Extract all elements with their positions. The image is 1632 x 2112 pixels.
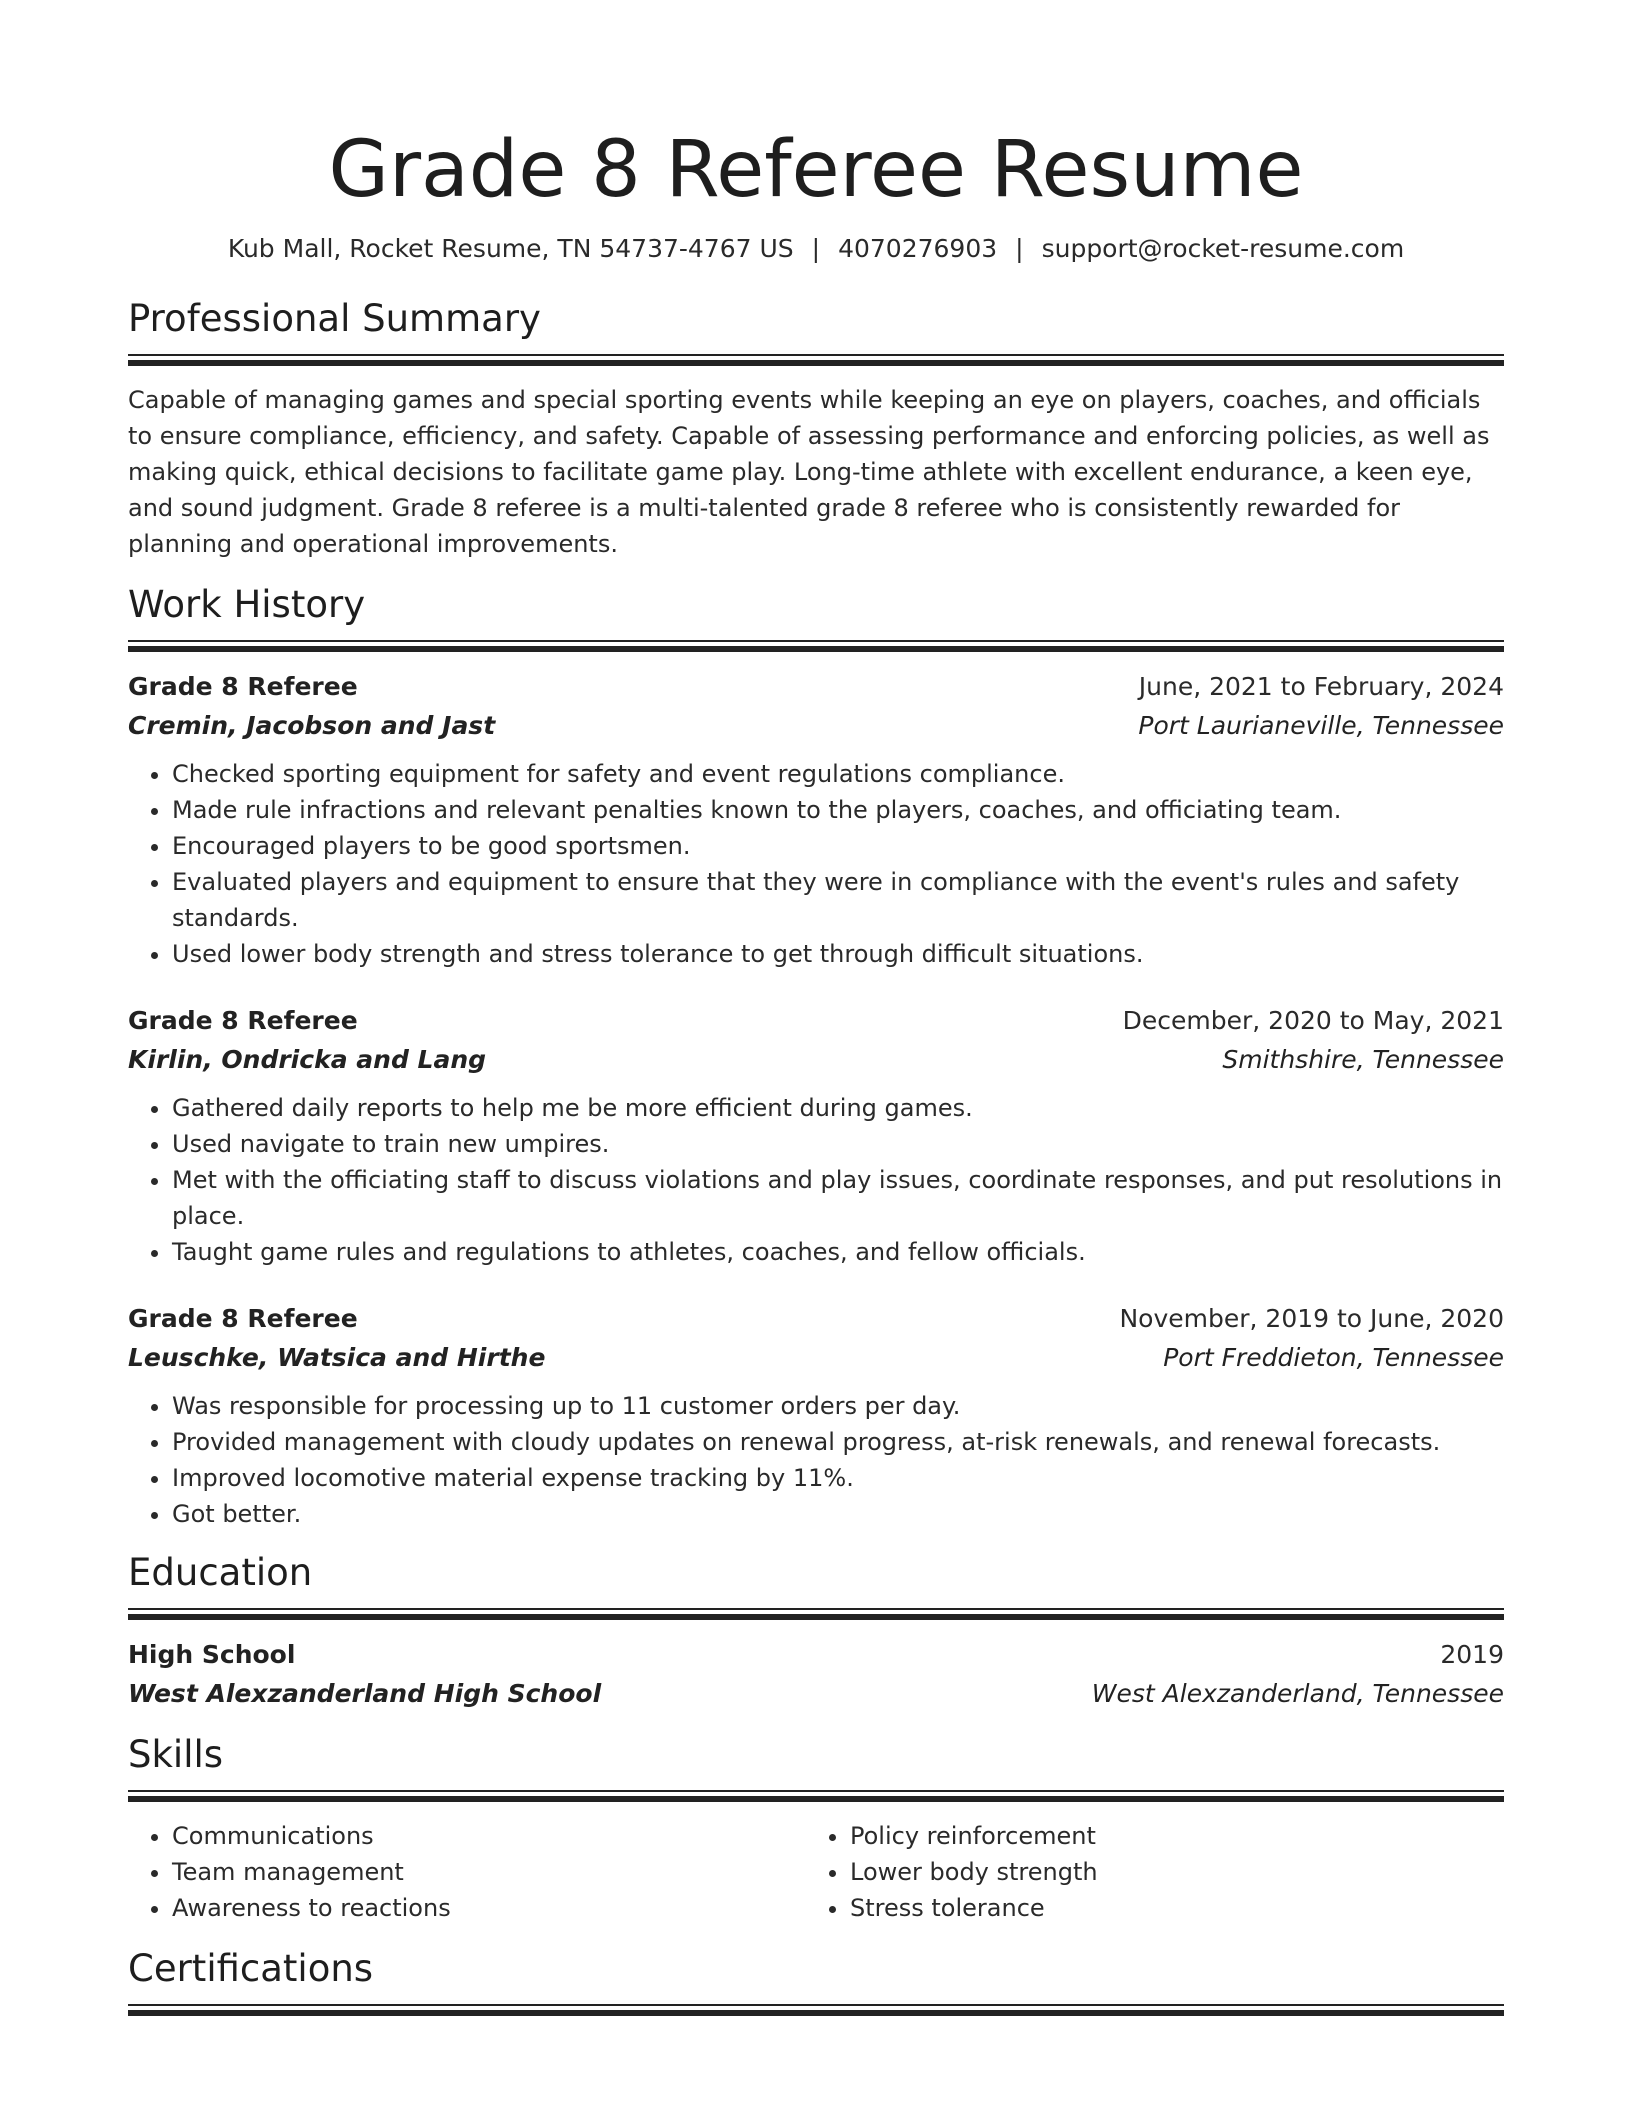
section-divider (128, 2004, 1504, 2016)
job-title: Grade 8 Referee (128, 672, 358, 701)
contact-line (128, 232, 1504, 266)
contact-separator: | (811, 234, 821, 263)
section-divider (128, 1608, 1504, 1620)
skill-item: • Stress tolerance (850, 1890, 1484, 1926)
skill-item: • Communications (172, 1818, 806, 1854)
skill-item: • Lower body strength (850, 1854, 1484, 1890)
job-dates: December, 2020 to May, 2021 (1122, 1006, 1504, 1035)
skill-item: • Policy reinforcement (850, 1818, 1484, 1854)
job-bullets (128, 1388, 1504, 1532)
resume-page (128, 0, 1504, 2032)
education-section (128, 1550, 1504, 1714)
job-location: Smithshire, Tennessee (1222, 1045, 1504, 1074)
job-company: Kirlin, Ondricka and Lang (128, 1045, 487, 1074)
list-item: • Got better. (172, 1496, 1504, 1532)
section-divider (128, 640, 1504, 652)
section-heading-education: Education (128, 1551, 313, 1594)
section-heading-work: Work History (128, 583, 366, 626)
section-heading-skills: Skills (128, 1733, 224, 1776)
job-bullets (128, 1090, 1504, 1270)
job-entry (128, 668, 1504, 972)
summary-text: Capable of managing games and special sporting events while keeping an eye on players, coaches, and officials to ensure compliance, efficiency, and safety. Capable of assessing performance and enforcing policies, as well as making quick, ethical decisions to facilitate game play. Long-time athlete with excellent endurance, a keen eye, and sound judgment. Grade 8 referee is a multi-talented grade 8 referee who is consistently rewarded for planning and operational improvements. (128, 386, 1490, 558)
skills-grid (128, 1818, 1504, 1926)
summary-section (128, 296, 1504, 562)
job-bullets (128, 756, 1504, 972)
education-year: 2019 (1440, 1640, 1504, 1669)
list-item: • Used navigate to train new umpires. (172, 1126, 1504, 1162)
list-item: • Made rule infractions and relevant penalties known to the players, coaches, and officiating team. (172, 792, 1504, 828)
list-item: • Checked sporting equipment for safety and event regulations compliance. (172, 756, 1504, 792)
skill-item: • Awareness to reactions (172, 1890, 806, 1926)
section-divider (128, 354, 1504, 366)
section-divider (128, 1790, 1504, 1802)
job-dates: June, 2021 to February, 2024 (1138, 672, 1504, 701)
certifications-section (128, 1946, 1504, 2016)
page-title: Grade 8 Referee Resume (328, 125, 1304, 215)
list-item: • Encouraged players to be good sportsmen. (172, 828, 1504, 864)
section-heading-certifications: Certifications (128, 1947, 374, 1990)
list-item: • Gathered daily reports to help me be more efficient during games. (172, 1090, 1504, 1126)
job-dates: November, 2019 to June, 2020 (1119, 1304, 1504, 1333)
list-item: • Provided management with cloudy updates on renewal progress, at-risk renewals, and renewal forecasts. (172, 1424, 1504, 1460)
list-item: • Evaluated players and equipment to ensure that they were in compliance with the event's rules and safety standards. (172, 864, 1504, 936)
section-heading-summary: Professional Summary (128, 297, 541, 340)
skills-section (128, 1732, 1504, 1926)
list-item: • Improved locomotive material expense tracking by 11%. (172, 1460, 1504, 1496)
list-item: • Was responsible for processing up to 11 customer orders per day. (172, 1388, 1504, 1424)
education-location: West Alexzanderland, Tennessee (1091, 1679, 1504, 1708)
contact-email: support@rocket-resume.com (1041, 234, 1405, 263)
job-title: Grade 8 Referee (128, 1304, 358, 1333)
list-item: • Taught game rules and regulations to athletes, coaches, and fellow officials. (172, 1234, 1504, 1270)
education-degree: High School (128, 1640, 296, 1669)
contact-separator: | (1015, 234, 1024, 263)
job-title: Grade 8 Referee (128, 1006, 358, 1035)
skills-column-left (128, 1818, 806, 1926)
list-item: • Used lower body strength and stress tolerance to get through difficult situations. (172, 936, 1504, 972)
job-location: Port Freddieton, Tennessee (1163, 1343, 1504, 1372)
list-item: • Met with the officiating staff to discuss violations and play issues, coordinate responses, and put resolutions in place. (172, 1162, 1504, 1234)
skills-column-right (806, 1818, 1484, 1926)
job-company: Cremin, Jacobson and Jast (128, 711, 496, 740)
job-company: Leuschke, Watsica and Hirthe (128, 1343, 546, 1372)
job-entry (128, 1002, 1504, 1270)
contact-address: Kub Mall, Rocket Resume, TN 54737-4767 US (227, 234, 794, 263)
job-location: Port Laurianeville, Tennessee (1138, 711, 1504, 740)
education-school: West Alexzanderland High School (128, 1679, 602, 1708)
job-entry (128, 1300, 1504, 1532)
work-history-section (128, 582, 1504, 1532)
skill-item: • Team management (172, 1854, 806, 1890)
contact-phone: 4070276903 (838, 234, 998, 263)
